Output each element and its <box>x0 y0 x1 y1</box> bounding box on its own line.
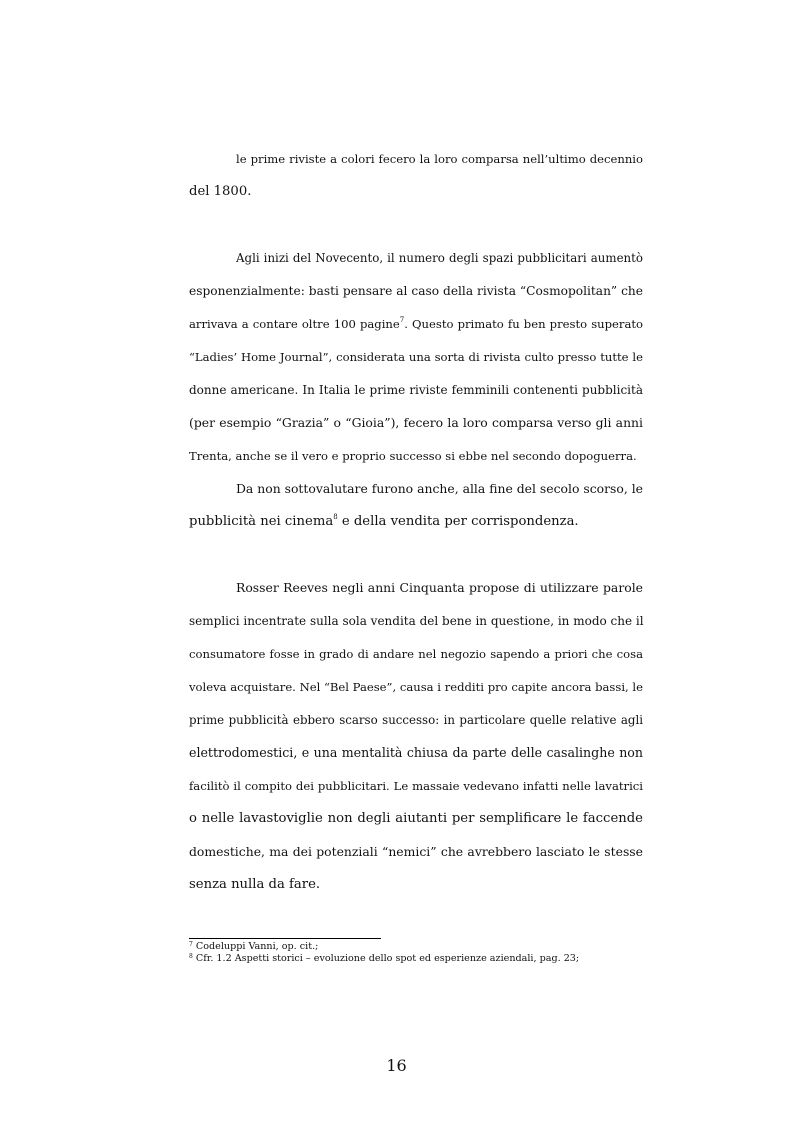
text-line: Trenta, anche se il vero e proprio successo si ebbe nel secondo dopoguerra. <box>189 449 637 463</box>
footnote-number: 7 <box>189 941 193 948</box>
text-line: prime pubblicità ebbero scarso successo: in particolare quelle relative agli <box>189 713 643 727</box>
footnote <box>189 941 318 953</box>
footnote <box>189 953 579 965</box>
text-segment: e della vendita per corrispondenza. <box>341 514 579 529</box>
footnote-ref: 7 <box>399 316 405 324</box>
text-line: elettrodomestici, e una mentalità chiusa da parte delle casalinghe non <box>189 745 643 760</box>
text-line: donne americane. In Italia le prime riviste femminili contenenti pubblicità <box>189 383 643 397</box>
text-line: Rosser Reeves negli anni Cinquanta propose di utilizzare parole <box>236 580 643 595</box>
text-line: voleva acquistare. Nel “Bel Paese”, causa i redditi pro capite ancora bassi, le <box>189 680 643 694</box>
text-line: arrivava a contare oltre 100 pagine$^7$. Questo primato fu ben presto superato <box>189 316 643 331</box>
text-line: facilitò il compito dei pubblicitari. Le massaie vedevano infatti nelle lavatrici <box>189 779 643 793</box>
text-segment: Questo primato fu ben presto superato <box>412 317 643 331</box>
text-line: Da non sottovalutare furono anche, alla fine del secolo scorso, le <box>236 481 644 496</box>
footnote-text: Cfr. 1.2 Aspetti storici – evoluzione dello spot ed esperienze aziendali, pag. 23; <box>195 953 580 964</box>
text-line: Agli inizi del Novecento, il numero degli spazi pubblicitari aumentò <box>236 251 643 265</box>
text-line: (per esempio “Grazia” o “Gioia”), fecero la loro comparsa verso gli anni <box>189 415 643 430</box>
text-line: “Ladies’ Home Journal”, considerata una sorta di rivista culto presso tutte le <box>189 350 643 364</box>
page-number: 16 <box>386 1056 407 1075</box>
footnote-number: 8 <box>189 953 193 960</box>
text-line: del 1800. <box>189 184 252 199</box>
text-line: senza nulla da fare. <box>189 877 321 892</box>
text-line: le prime riviste a colori fecero la loro comparsa nell’ultimo decennio <box>236 152 643 166</box>
text-line: semplici incentrate sulla sola vendita del bene in questione, in modo che il <box>189 614 644 628</box>
text-line: consumatore fosse in grado di andare nel negozio sapendo a priori che cosa <box>189 647 643 661</box>
text-line <box>189 512 643 532</box>
text-segment: pubblicità nei cinema <box>189 514 334 529</box>
text-line: o nelle lavastoviglie non degli aiutanti per semplificare le faccende <box>189 811 643 826</box>
footnote-ref: 8 <box>333 513 338 521</box>
text-segment: arrivava a contare oltre 100 pagine <box>189 317 400 331</box>
text-line: domestiche, ma dei potenziali “nemici” che avrebbero lasciato le stesse <box>189 844 643 859</box>
footnote-text: Codeluppi Vanni, op. cit.; <box>195 941 319 952</box>
footnote-divider <box>189 938 381 939</box>
text-line: esponenzialmente: basti pensare al caso della rivista “Cosmopolitan” che <box>189 284 643 298</box>
